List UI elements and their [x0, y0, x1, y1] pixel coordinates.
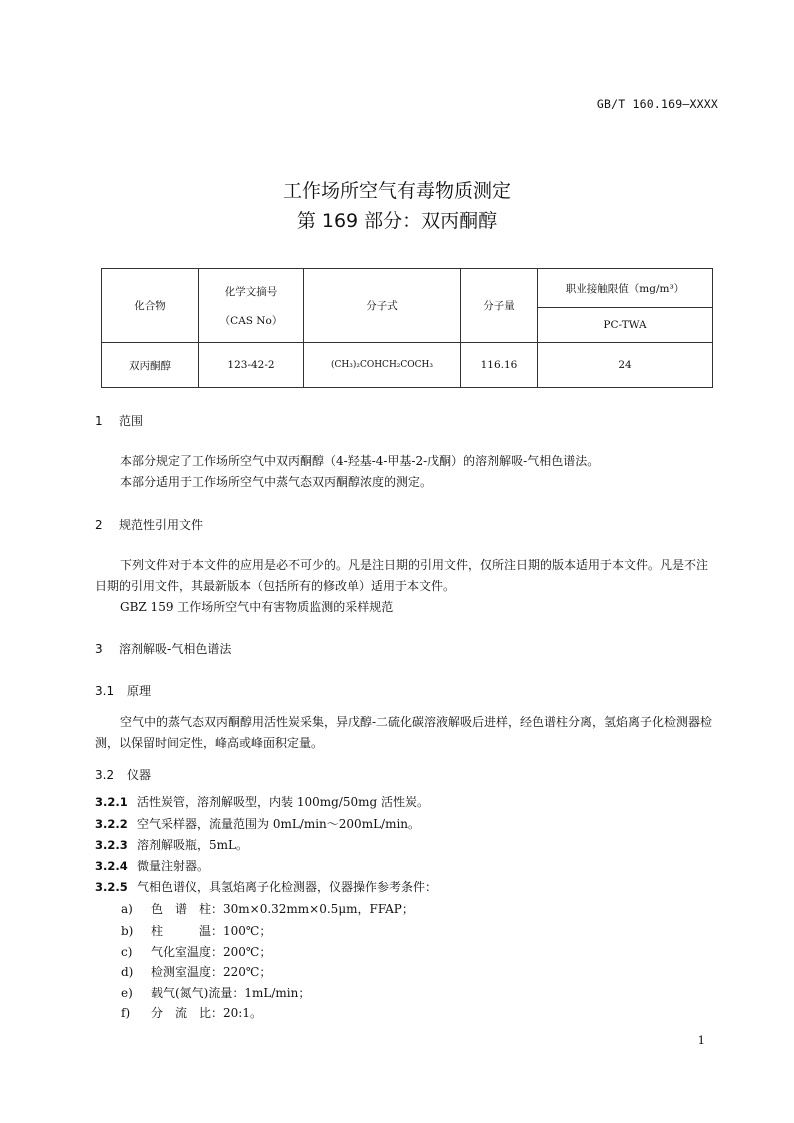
- section-number: 2: [95, 518, 103, 532]
- header-cas: [199, 269, 304, 343]
- section-1-heading: [95, 412, 143, 429]
- list-item: [95, 835, 248, 856]
- section-3-2-heading: [95, 766, 151, 783]
- condition-label: f): [121, 1006, 131, 1020]
- header-compound: 化合物: [102, 269, 199, 343]
- condition-label: e): [121, 986, 133, 1000]
- item-number: 3.2.4: [95, 859, 128, 873]
- section-title: 规范性引用文件: [119, 518, 204, 532]
- section-2-reference: GBZ 159 工作场所空气中有害物质监测的采样规范: [120, 600, 394, 614]
- document-subtitle: 第 169 部分：双丙酮醇: [296, 210, 498, 232]
- condition-text: 检测室温度：220℃；: [151, 965, 272, 979]
- section-3-heading: [95, 640, 231, 657]
- condition-item: [121, 984, 310, 1001]
- cell-compound: 双丙酮醇: [102, 343, 199, 388]
- cell-pctwa: 24: [538, 343, 713, 388]
- subsection-title: 原理: [127, 684, 152, 698]
- condition-item: [121, 963, 271, 980]
- section-title: 范围: [119, 414, 144, 428]
- header-formula: 分子式: [304, 269, 461, 343]
- condition-text: 分 流 比：20:1。: [151, 1006, 262, 1020]
- condition-label: b): [121, 924, 134, 938]
- condition-text: 载气(氮气)流量：1mL/min；: [151, 986, 311, 1000]
- list-item: [95, 792, 429, 813]
- compound-info-table: [101, 268, 713, 388]
- section-number: 1: [95, 414, 103, 428]
- condition-text: 色 谱 柱：30m×0.32mm×0.5μm，FFAP；: [151, 902, 414, 916]
- item-text: 气相色谱仪，具氢焰离子化检测器，仪器操作参考条件：: [137, 880, 438, 894]
- condition-label: a): [121, 902, 133, 916]
- cell-formula: (CH₃)₂COHCH₂COCH₃: [304, 343, 461, 388]
- table-row: [102, 343, 713, 388]
- subsection-title: 仪器: [127, 768, 152, 782]
- subsection-number: 3.1: [95, 684, 115, 698]
- section-2-paragraph-1: 下列文件对于本文件的应用是必不可少的。凡是注日期的引用文件，仅所注日期的版本适用于本文件。凡是不注日期的引用文件，其最新版本（包括所有的修改单）适用于本文件。: [95, 558, 709, 593]
- condition-item: [121, 943, 271, 960]
- item-number: 3.2.5: [95, 880, 128, 894]
- section-3-1-heading: [95, 682, 151, 699]
- section-number: 3: [95, 642, 103, 656]
- condition-label: c): [121, 945, 133, 959]
- section-1-paragraph-2: 本部分适用于工作场所空气中蒸气态双丙酮醇浓度的测定。: [120, 475, 433, 489]
- list-item: [95, 856, 209, 877]
- item-text: 微量注射器。: [137, 859, 210, 873]
- header-mw: 分子量: [461, 269, 538, 343]
- item-text: 溶剂解吸瓶，5mL。: [137, 838, 248, 852]
- header-cas-line1: 化学文摘号: [224, 285, 278, 298]
- subsection-number: 3.2: [95, 768, 115, 782]
- header-cas-line2: （CAS No）: [219, 314, 283, 327]
- condition-item: [121, 922, 271, 939]
- condition-text: 柱 温：100℃；: [151, 924, 272, 938]
- condition-label: d): [121, 965, 134, 979]
- cell-mw: 116.16: [461, 343, 538, 388]
- cell-cas: 123-42-2: [199, 343, 304, 388]
- header-oel: 职业接触限值（mg/m³）: [538, 269, 713, 308]
- section-3-1-paragraph: 空气中的蒸气态双丙酮醇用活性炭采集，异戊醇-二硫化碳溶液解吸后进样，经色谱柱分离，氢焰离子化检测器检测，以保留时间定性，峰高或峰面积定量。: [95, 715, 713, 750]
- section-title: 溶剂解吸-气相色谱法: [119, 642, 232, 656]
- list-item: [95, 814, 420, 835]
- item-number: 3.2.1: [95, 795, 128, 809]
- header-pctwa: PC-TWA: [538, 308, 713, 343]
- standard-code: GB/T 160.169—XXXX: [596, 97, 718, 111]
- condition-item: [121, 1004, 262, 1021]
- condition-text: 气化室温度：200℃；: [151, 945, 272, 959]
- list-item: [95, 877, 437, 898]
- document-title: 工作场所空气有毒物质测定: [282, 180, 511, 202]
- item-number: 3.2.3: [95, 838, 128, 852]
- section-2-heading: [95, 516, 203, 533]
- condition-item: [121, 900, 414, 917]
- item-text: 空气采样器，流量范围为 0mL/min～200mL/min。: [137, 817, 421, 831]
- item-number: 3.2.2: [95, 817, 128, 831]
- page-number: 1: [697, 1033, 705, 1047]
- section-1-paragraph-1: 本部分规定了工作场所空气中双丙酮醇（4-羟基-4-甲基-2-戊酮）的溶剂解吸-气相色谱法。: [120, 454, 600, 468]
- item-text: 活性炭管，溶剂解吸型，内装 100mg/50mg 活性炭。: [137, 795, 429, 809]
